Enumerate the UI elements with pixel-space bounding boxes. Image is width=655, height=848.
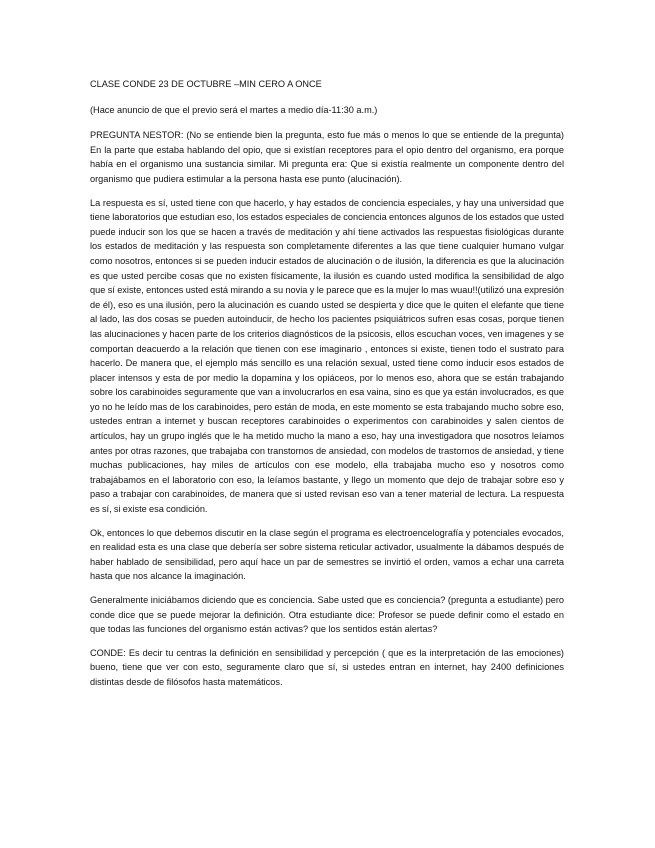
- document-title: CLASE CONDE 23 DE OCTUBRE –MIN CERO A ONCE: [90, 79, 322, 89]
- paragraph-conde-reply: CONDE: Es decir tu centras la definición en sensibilidad y percepción ( que es la interpretación de las emociones) bueno, tiene que ver con esto, seguramente claro que sí, si ustedes entran en internet, hay 2400 definiciones distintas desde de filósofos hasta matemáticos.: [90, 647, 564, 687]
- announcement-note: (Hace anuncio de que el previo será el martes a medio día-11:30 a.m.): [90, 104, 378, 115]
- paragraph-answer: La respuesta es sí, usted tiene con que hacerlo, y hay estados de conciencia especiales, y hay una universidad que tiene laboratorios que estudian eso, los estados especiales de conciencia entonces algunos de los estados que usted puede inducir son los que se hacen a través de meditación y ahí tiene activados las respuestas fisiológicas durante los estados de meditación y las respuesta son completamente diferentes a las que tiene cualquier humano vulgar como nosotros, entonces si se pueden inducir estados de alucinación o de ilusión, la diferencia es que la alucinación es que usted percibe cosas que no existen físicamente, la ilusión es cuando usted modifica la sensibilidad de algo que sí existe, entonces usted está mirando a su novia y le parece que es la mujer lo mas wuau!!(utilizó una expresión de él), eso es una ilusión, pero la alucinación es cuando usted se despierta y dice que le quiten el elefante que tiene al lado, las dos cosas se pueden autoinducir, de hecho los pacientes psiquiátricos sufren esas cosas, porque tienen las alucinaciones y hacen parte de los criterios diagnósticos de la psicosis, ellos escuchan voces, ven imagenes y se comportan deacuerdo a la relación que tienen con ese imaginario , entonces si existe, tienen todo el sustrato para hacerlo. De manera que, el ejemplo más sencillo es una relación sexual, usted tiene como inducir esos estados de placer intensos y esta de por medio la dopamina y los opiáceos, por lo menos eso, ahora que se están trabajando sobre los carabinoides seguramente que van a involucrarlos en esa vaina, sino es que ya están involucrados, es que yo no he leído mas de los carabinoides, pero están de moda, en este momento se esta trabajando mucho sobre eso, ustedes entran a internet y buscan receptores carabinoides o experimentos con carabinoides y salen cientos de artículos, hay un grupo inglés que le ha metido mucho la mano a eso, hay una investigadora que nosotros leíamos antes por otras razones, que trabajaba con transtornos de ansiedad, con modelos de trastornos de ansiedad, y tiene muchas publicaciones, hay miles de artículos con ese modelo, ella trabajaba mucho eso y nosotros como trabajábamos en el laboratorio con eso, la leíamos bastante, y llego un momento que dejo de trabajar sobre eso y paso a trabajar con carabinoides, de manera que si usted revisan eso van a tener material de lectura. La respuesta es sí, si existe esa condición.: [90, 197, 564, 515]
- paragraph-consciousness-question: Generalmente iniciábamos diciendo que es conciencia. Sabe usted que es conciencia? (pregunta a estudiante) pero conde dice que se puede mejorar la definición. Otra estudiante dice: Profesor se puede definir como el estado en que todas las funciones del organismo están activas? que los sentidos están alertas?: [90, 595, 564, 635]
- document-body: [90, 77, 564, 699]
- paragraph-class-topic: Ok, entonces lo que debemos discutir en la clase según el programa es electroencelografía y potenciales evocados, en realidad esta es una clase que debería ser sobre sistema reticular activador, usualmente la dábamos después de haber hablado de sensibilidad, pero aquí hace un par de semestres se invirtió el orden, vamos a echar una carreta hasta que nos alcance la imaginación.: [90, 527, 564, 582]
- paragraph-question-nestor: PREGUNTA NESTOR: (No se entiende bien la pregunta, esto fue más o menos lo que se entiende de la pregunta) En la parte que estaba hablando del opio, que si existían receptores para el opio dentro del organismo, era porque había en el organismo una sustancia similar. Mi pregunta era: Que si existía realmente un componente dentro del organismo que pudiera estimular a la persona hasta ese punto (alucinación).: [90, 130, 564, 184]
